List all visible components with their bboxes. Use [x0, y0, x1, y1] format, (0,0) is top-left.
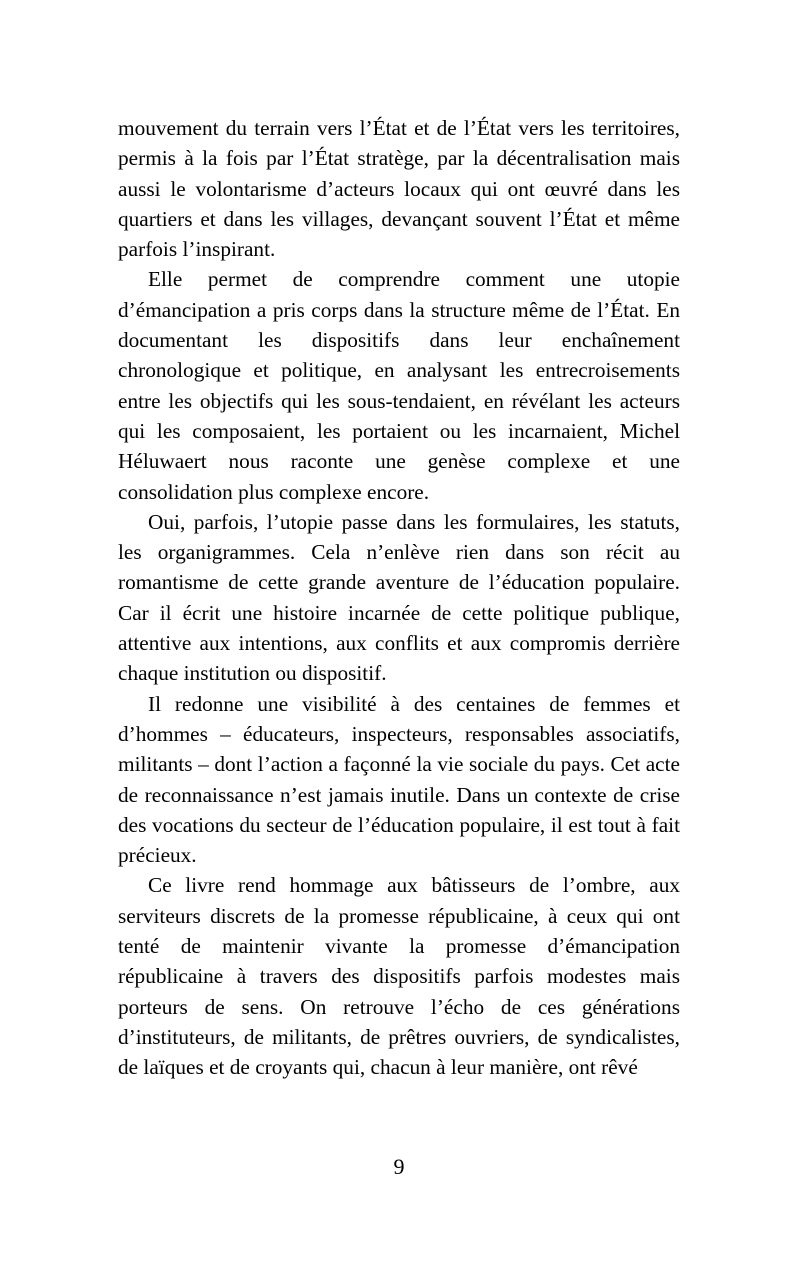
body-text	[118, 113, 680, 1083]
paragraph: Elle permet de comprendre comment une utopie d’émancipation a pris corps dans la structure même de l’État. En documentant les dispositifs dans leur enchaînement chronologique et politique, en analysant les entrecroisements entre les objectifs qui les sous-tendaient, en révélant les acteurs qui les composaient, les portaient ou les incarnaient, Michel Héluwaert nous raconte une genèse complexe et une consolidation plus complexe encore.	[118, 267, 680, 504]
paragraph: Il redonne une visibilité à des centaines de femmes et d’hommes – éducateurs, inspecteurs, responsables associatifs, militants – dont l’action a façonné la vie sociale du pays. Cet acte de reconnaissance n’est jamais inutile. Dans un contexte de crise des vocations du secteur de l’éducation populaire, il est tout à fait précieux.	[118, 691, 680, 868]
paragraph: Oui, parfois, l’utopie passe dans les formulaires, les statuts, les organigrammes. Cela n’enlève rien dans son récit au romantisme de cette grande aventure de l’éducation populaire. Car il écrit une histoire incarnée de cette politique publique, attentive aux intentions, aux conflits et aux compromis derrière chaque institution ou dispositif.	[118, 509, 680, 686]
page-number: 9	[393, 1154, 405, 1179]
paragraph-continuation: mouvement du terrain vers l’État et de l’État vers les territoires, permis à la fois par l’État stratège, par la décentralisation mais aussi le volontarisme d’acteurs locaux qui ont œuvré dans les quartiers et dans les villages, devançant souvent l’État et même parfois l’inspirant.	[118, 116, 680, 262]
paragraph: Ce livre rend hommage aux bâtisseurs de l’ombre, aux serviteurs discrets de la promesse républicaine, à ceux qui ont tenté de maintenir vivante la promesse d’émancipation républicaine à travers des dispositifs parfois modestes mais porteurs de sens. On retrouve l’écho de ces générations d’instituteurs, de militants, de prêtres ouvriers, de syndicalistes, de laïques et de croyants qui, chacun à leur manière, ont rêvé	[118, 873, 680, 1080]
